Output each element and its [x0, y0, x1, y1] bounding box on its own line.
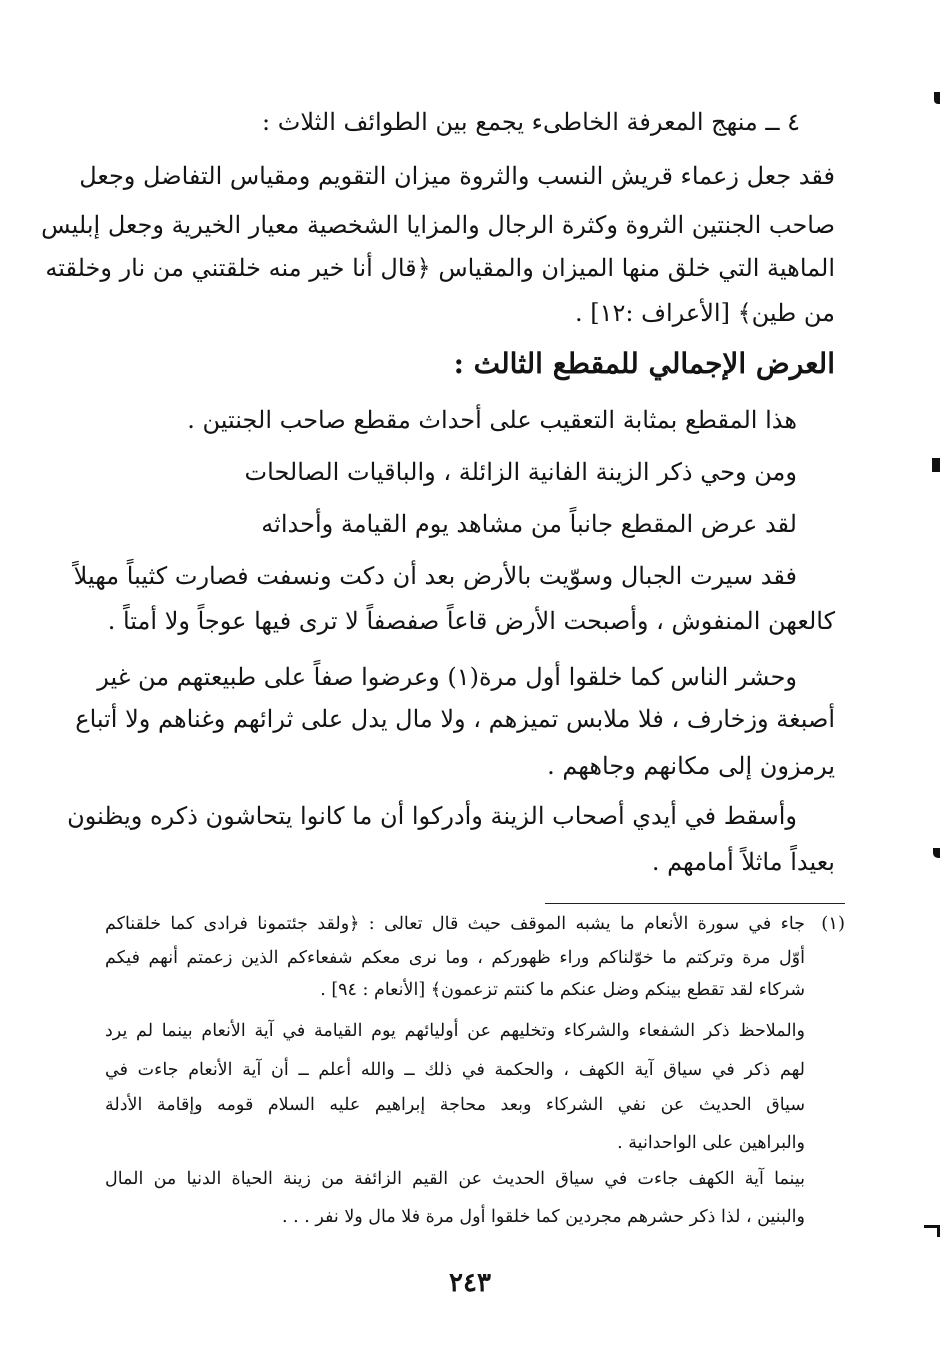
footnote-divider	[545, 903, 845, 904]
paragraph-line: فقد جعل زعماء قريش النسب والثروة ميزان التقويم ومقياس التفاضل وجعل	[79, 162, 835, 190]
footnote-line: والبراهين على الواحدانية .	[617, 1133, 805, 1153]
footnote-marker: (١)	[821, 913, 845, 934]
paragraph-line: فقد سيرت الجبال وسوّيت بالأرض بعد أن دكت ونسفت فصارت كثيباً مهيلاً	[73, 562, 797, 590]
footnote-line: أوّل مرة وتركتم ما خوّلناكم وراء ظهوركم ، وما نرى معكم شفعاءكم الذين زعمتم أنهم فيكم	[105, 948, 805, 968]
footnote-line: لهم ذكر في سياق آية الكهف ، والحكمة في ذلك ــ والله أعلم ــ أن آية الأنعام جاءت في	[105, 1060, 805, 1080]
summary-line: هذا المقطع بمثابة التعقيب على أحداث مقطع صاحب الجنتين .	[187, 406, 797, 434]
footnote-line: والبنين ، لذا ذكر حشرهم مجردين كما خلقوا أول مرة فلا مال ولا نفر . . .	[282, 1207, 805, 1227]
paragraph-line: يرمزون إلى مكانهم وجاههم .	[547, 752, 835, 780]
page-number: ٢٤٣	[449, 1268, 491, 1298]
paragraph-line: بعيداً ماثلاً أمامهم .	[651, 848, 835, 876]
section-heading: العرض الإجمالي للمقطع الثالث :	[453, 347, 835, 380]
paragraph-line: الماهية التي خلق منها الميزان والمقياس ﴿قال أنا خير منه خلقتني من نار وخلقته	[45, 254, 835, 282]
paragraph-line: من طين﴾ [الأعراف :١٢] .	[574, 299, 835, 327]
paragraph-line: وحشر الناس كما خلقوا أول مرة(١) وعرضوا صفاً على طبيعتهم من غير	[97, 663, 797, 691]
paragraph-line: وأسقط في أيدي أصحاب الزينة وأدركوا أن ما كانوا يتحاشون ذكره ويظنون	[67, 802, 797, 830]
paragraph-line: أصبغة وزخارف ، فلا ملابس تميزهم ، ولا مال يدل على ثرائهم وغناهم ولا أتباع	[75, 705, 835, 733]
footnote-line: بينما آية الكهف جاءت في سياق الحديث عن القيم الزائفة من زينة الحياة الدنيا من المال	[105, 1169, 805, 1189]
section-title: ٤ ــ منهج المعرفة الخاطىء يجمع بين الطوائف الثلاث :	[262, 108, 800, 136]
footnote-line: جاء في سورة الأنعام ما يشبه الموقف حيث قال تعالى : ﴿ولقد جئتمونا فرادى كما خلقناكم	[105, 914, 805, 934]
scan-edge-mark	[932, 458, 940, 472]
paragraph-line: صاحب الجنتين الثروة وكثرة الرجال والمزايا الشخصية معيار الخيرية وجعل إبليس	[41, 211, 835, 239]
summary-line: لقد عرض المقطع جانباً من مشاهد يوم القيامة وأحداثه	[261, 510, 797, 538]
scan-edge-mark	[934, 92, 940, 104]
footnote-line: سياق الحديث عن نفي الشركاء وبعد محاجة إبراهيم عليه السلام قومه وإقامة الأدلة	[105, 1095, 805, 1115]
summary-line: ومن وحي ذكر الزينة الفانية الزائلة ، والباقيات الصالحات	[244, 458, 797, 486]
footnote-line: والملاحظ ذكر الشفعاء والشركاء وتخليهم عن أوليائهم يوم القيامة في آية الأنعام بينما لم يرد	[105, 1021, 805, 1041]
footnote-line: شركاء لقد تقطع بينكم وضل عنكم ما كنتم تزعمون﴾ [الأنعام : ٩٤] .	[320, 980, 805, 1000]
scan-edge-mark	[933, 848, 940, 858]
paragraph-line: كالعهن المنفوش ، وأصبحت الأرض قاعاً صفصفاً لا ترى فيها عوجاً ولا أمتاً .	[107, 607, 835, 635]
